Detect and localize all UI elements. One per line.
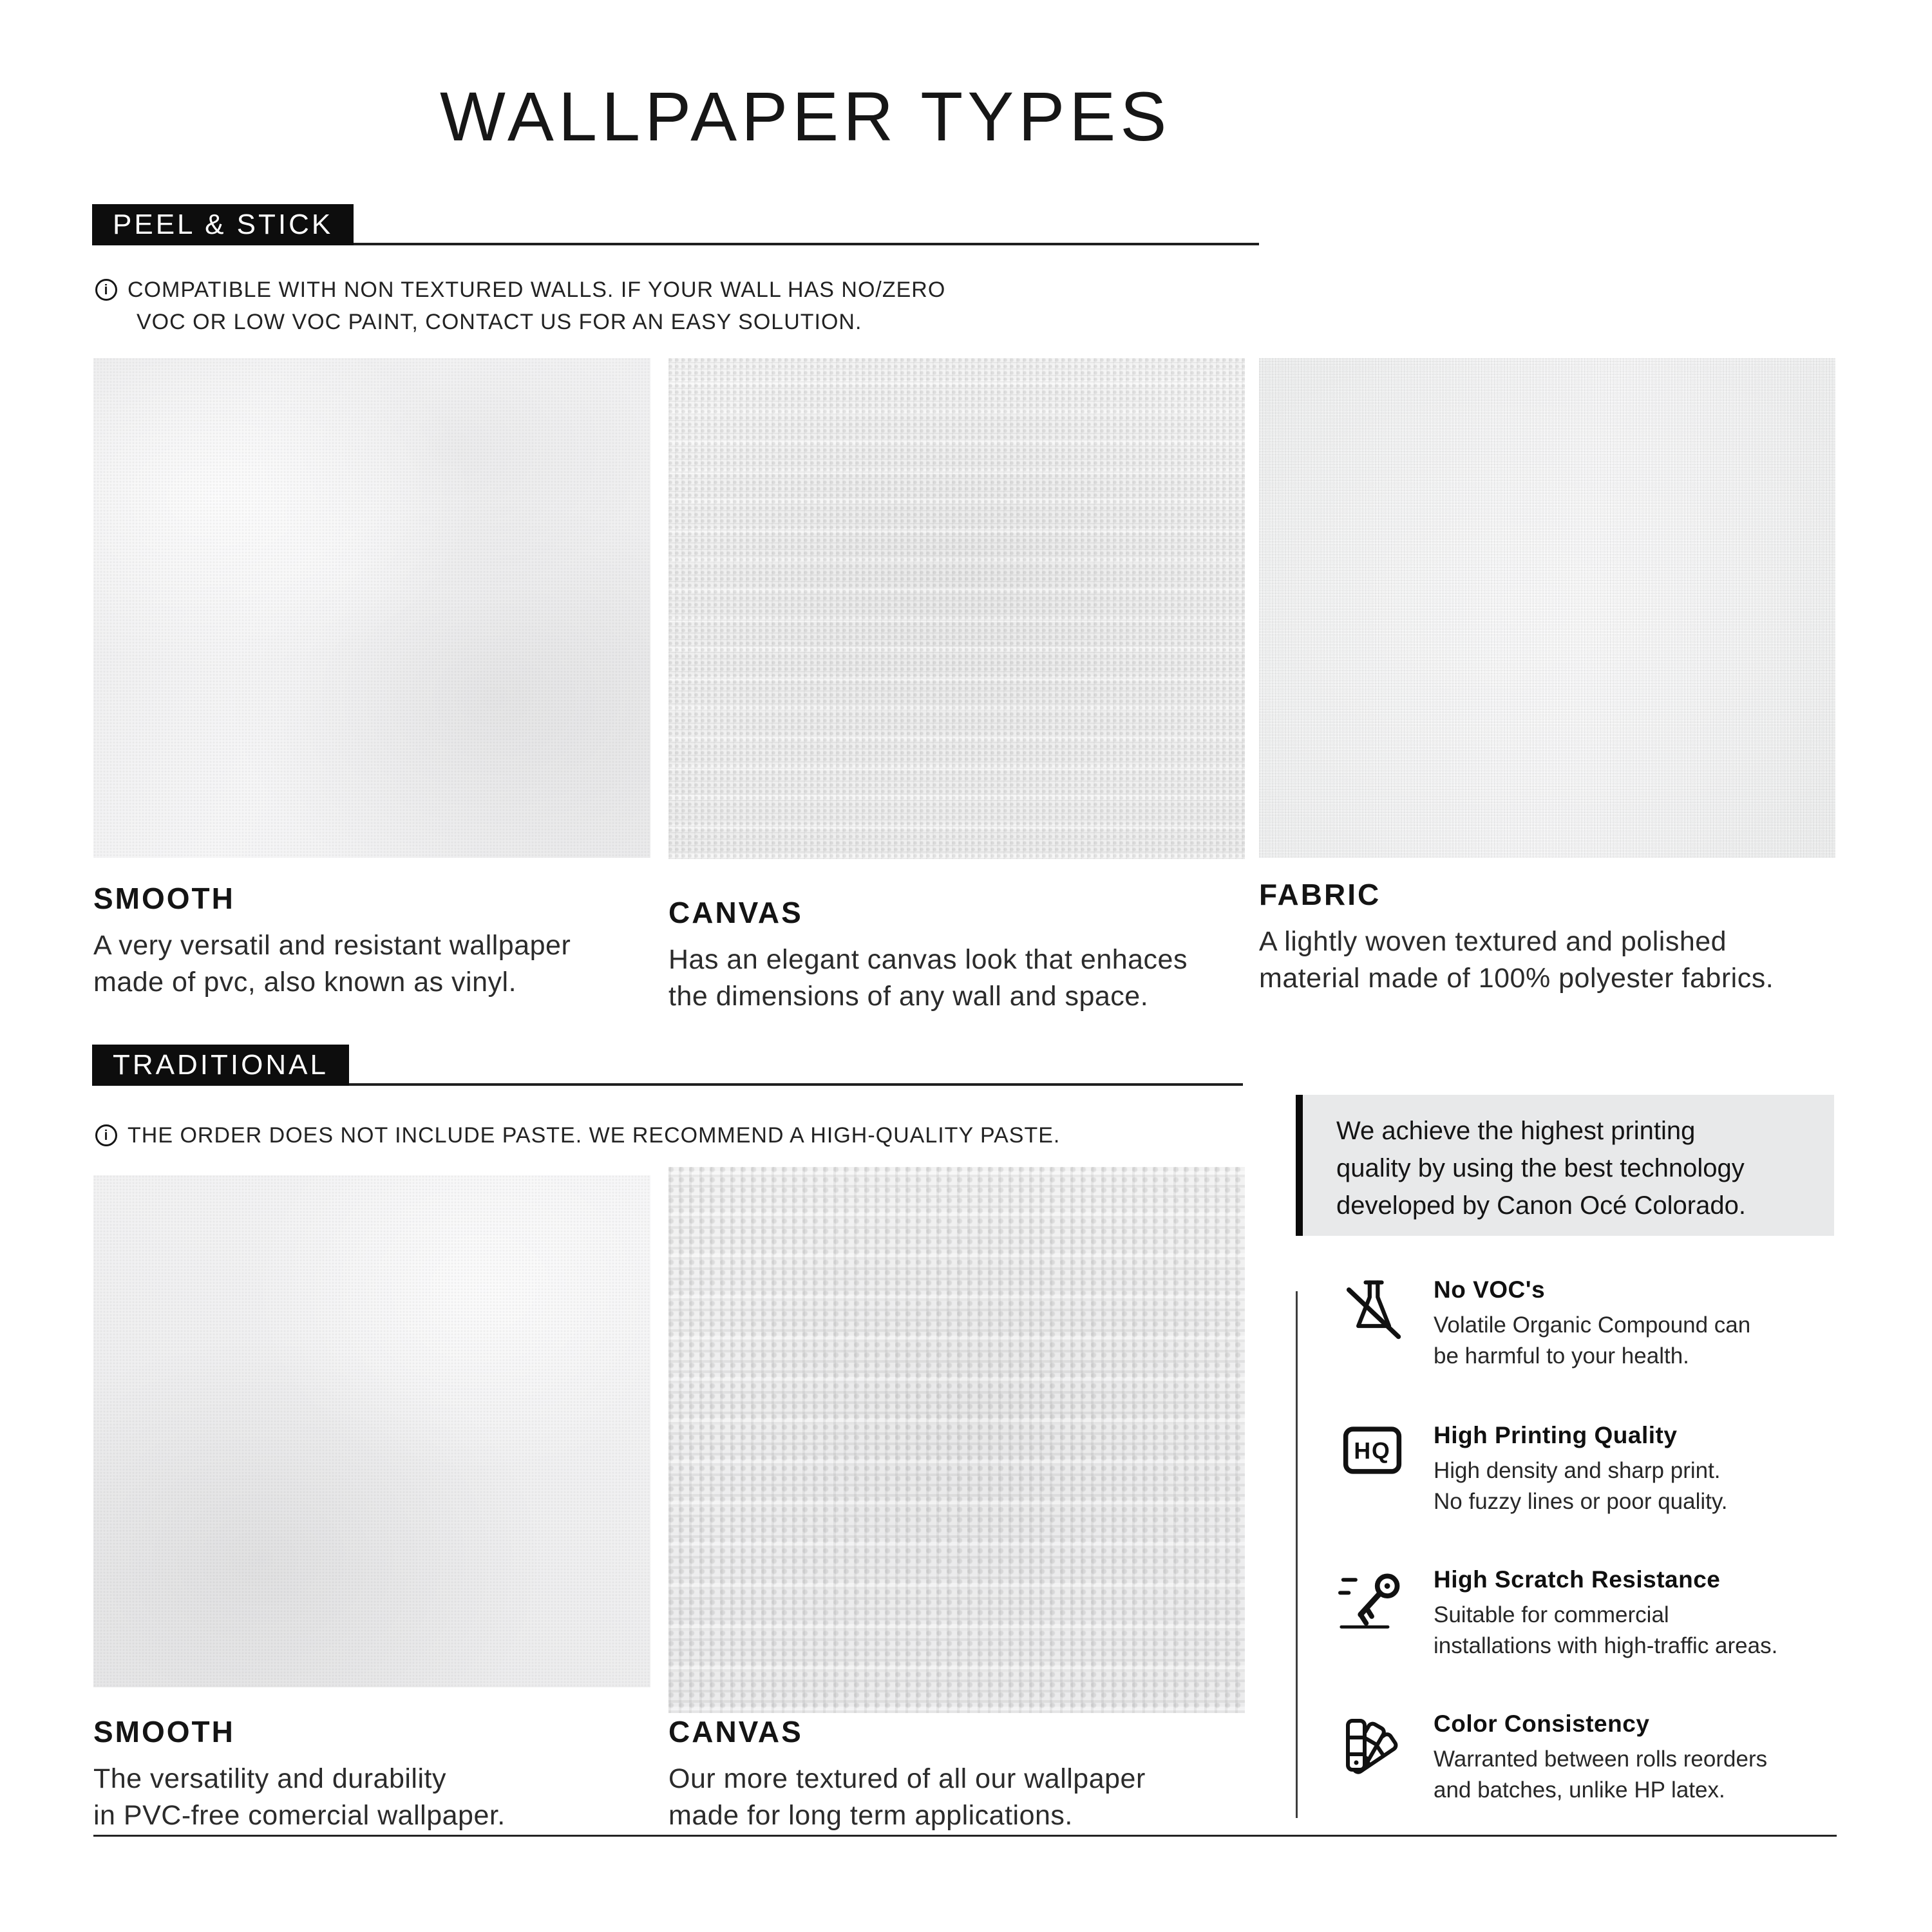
swatch-name: SMOOTH (93, 1715, 235, 1748)
hq-icon-label: HQ (1354, 1438, 1391, 1464)
swatch-name: CANVAS (668, 896, 803, 929)
caption-traditional-canvas (668, 1714, 1255, 1834)
note-line: COMPATIBLE WITH NON TEXTURED WALLS. IF YOUR WALL HAS NO/ZERO (128, 278, 946, 302)
feature-desc: installations with high-traffic areas. (1434, 1633, 1778, 1658)
feature-color-consistency (1338, 1710, 1866, 1806)
swatch-name: SMOOTH (93, 882, 235, 915)
swatch-desc: Our more textured of all our wallpaper (668, 1763, 1146, 1794)
feature-desc: High density and sharp print. (1434, 1458, 1721, 1483)
swatch-desc: made of pvc, also known as vinyl. (93, 967, 517, 998)
feature-no-voc (1338, 1276, 1866, 1372)
feature-desc: Volatile Organic Compound can (1434, 1312, 1751, 1338)
no-voc-flask-icon (1338, 1276, 1406, 1372)
printing-quality-note-box (1296, 1095, 1834, 1236)
quality-note-line: We achieve the highest printing (1336, 1117, 1696, 1145)
swatch-peel-fabric (1259, 358, 1835, 858)
feature-desc: No fuzzy lines or poor quality. (1434, 1489, 1728, 1514)
section-badge-traditional (92, 1045, 349, 1086)
swatch-traditional-canvas (668, 1167, 1245, 1713)
section-badge-label: PEEL & STICK (113, 209, 334, 240)
swatch-desc: made for long term applications. (668, 1800, 1073, 1831)
bottom-rule (93, 1835, 1837, 1837)
note-line: THE ORDER DOES NOT INCLUDE PASTE. WE RECOMMEND A HIGH-QUALITY PASTE. (128, 1123, 1061, 1148)
caption-peel-canvas (668, 895, 1255, 1015)
swatch-peel-smooth (93, 358, 650, 858)
feature-high-scratch-resistance (1338, 1566, 1866, 1662)
swatch-desc: A very versatil and resistant wallpaper (93, 930, 571, 961)
color-fan-icon (1338, 1710, 1406, 1806)
feature-high-printing-quality (1338, 1422, 1866, 1517)
feature-title: High Scratch Resistance (1434, 1566, 1721, 1593)
feature-desc: be harmful to your health. (1434, 1343, 1689, 1368)
note-line: VOC OR LOW VOC PAINT, CONTACT US FOR AN EASY SOLUTION. (137, 310, 862, 334)
caption-peel-smooth (93, 881, 673, 1001)
swatch-desc: the dimensions of any wall and space. (668, 981, 1149, 1012)
quality-note-line: quality by using the best technology (1336, 1154, 1745, 1182)
swatch-desc: in PVC-free comercial wallpaper. (93, 1800, 506, 1831)
feature-title: No VOC's (1434, 1276, 1546, 1303)
swatch-name: FABRIC (1259, 878, 1381, 911)
section-badge-peel-stick (92, 204, 354, 245)
hq-badge-icon (1338, 1422, 1406, 1517)
feature-desc: and batches, unlike HP latex. (1434, 1777, 1725, 1803)
scratch-key-icon (1338, 1566, 1406, 1662)
swatch-desc: The versatility and durability (93, 1763, 446, 1794)
section-badge-label: TRADITIONAL (113, 1049, 328, 1081)
quality-note-line: developed by Canon Océ Colorado. (1336, 1191, 1746, 1220)
page-title: WALLPAPER TYPES (440, 77, 1171, 155)
caption-peel-fabric (1259, 877, 1845, 997)
feature-list-divider (1296, 1291, 1298, 1818)
feature-desc: Warranted between rolls reorders (1434, 1747, 1768, 1772)
peel-stick-note (95, 274, 945, 338)
swatch-desc: A lightly woven textured and polished (1259, 926, 1727, 957)
swatch-name: CANVAS (668, 1715, 803, 1748)
feature-title: High Printing Quality (1434, 1422, 1678, 1448)
feature-desc: Suitable for commercial (1434, 1602, 1669, 1627)
traditional-note (95, 1119, 1060, 1151)
info-icon: i (95, 279, 117, 301)
info-icon: i (95, 1124, 117, 1146)
swatch-desc: material made of 100% polyester fabrics. (1259, 963, 1774, 994)
swatch-peel-canvas (668, 358, 1245, 859)
swatch-traditional-smooth (93, 1175, 650, 1687)
swatch-desc: Has an elegant canvas look that enhaces (668, 944, 1188, 975)
caption-traditional-smooth (93, 1714, 673, 1834)
feature-title: Color Consistency (1434, 1710, 1650, 1737)
